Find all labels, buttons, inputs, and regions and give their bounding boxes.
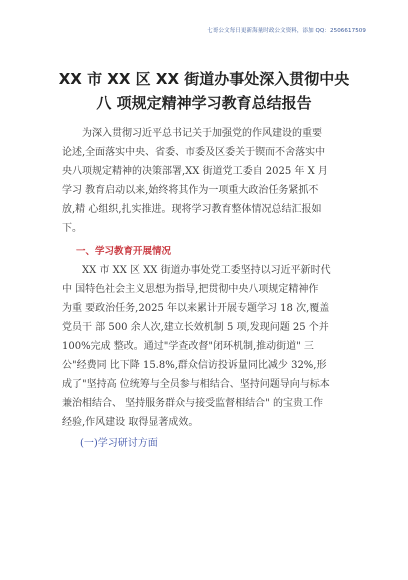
intro-line: 央八项规定精神的决策部署,XX 街道党工委自 2025 年 X 月 [62, 166, 328, 177]
body-line: 党员干 部 500 余人次,建立长效机制 5 项,发现问题 25 个并 [62, 322, 329, 333]
body-line: 公"经费同 比下降 15.8%,群众信访投诉量同比减少 32%,形 [62, 360, 327, 371]
document-title-line-1: XX 市 XX 区 XX 街道办事处深入贯彻中央 [58, 70, 350, 88]
intro-line: 为深入贯彻习近平总书记关于加强党的作风建设的重要 [62, 128, 322, 139]
body-line: 成了"坚持高 位统筹与全员参与相结合、坚持问题导向与标本 [62, 379, 330, 390]
body-line: 为重 要政治任务,2025 年以来累计开展专题学习 18 次,覆盖 [62, 303, 330, 314]
body-line: 100%完成 整改。通过"学查改督"闭环机制,推动街道" 三 [62, 341, 314, 352]
intro-line: 学习 教育启动以来,始终将其作为一项重大政治任务紧抓不 [62, 185, 319, 196]
intro-line: 放,精 心组织,扎实推进。现将学习教育整体情况总结汇报如 [62, 204, 322, 215]
body-line: XX 市 XX 区 XX 街道办事处党工委坚持以习近平新时代 [62, 265, 331, 276]
watermark-text: 七哥公文每日更新海量时政公文资料，添加 QQ：2506617509 [207, 28, 366, 34]
section-heading: 一、学习教育开展情况 [76, 246, 172, 257]
subsection-heading: (一)学习研讨方面 [80, 438, 158, 449]
intro-line: 论述,全面落实中央、省委、市委及区委关于锲而不舍落实中 [62, 147, 326, 158]
document-title-line-2: 八 项规定精神学习教育总结报告 [96, 94, 312, 112]
body-line: 兼治相结合、 坚持服务群众与接受监督相结合" 的宝贵工作 [62, 398, 323, 409]
intro-line: 下。 [62, 223, 82, 234]
body-line: 中 国特色社会主义思想为指导,把贯彻中央八项规定精神作 [62, 284, 319, 295]
body-line: 经验,作风建设 取得显著成效。 [62, 417, 199, 428]
